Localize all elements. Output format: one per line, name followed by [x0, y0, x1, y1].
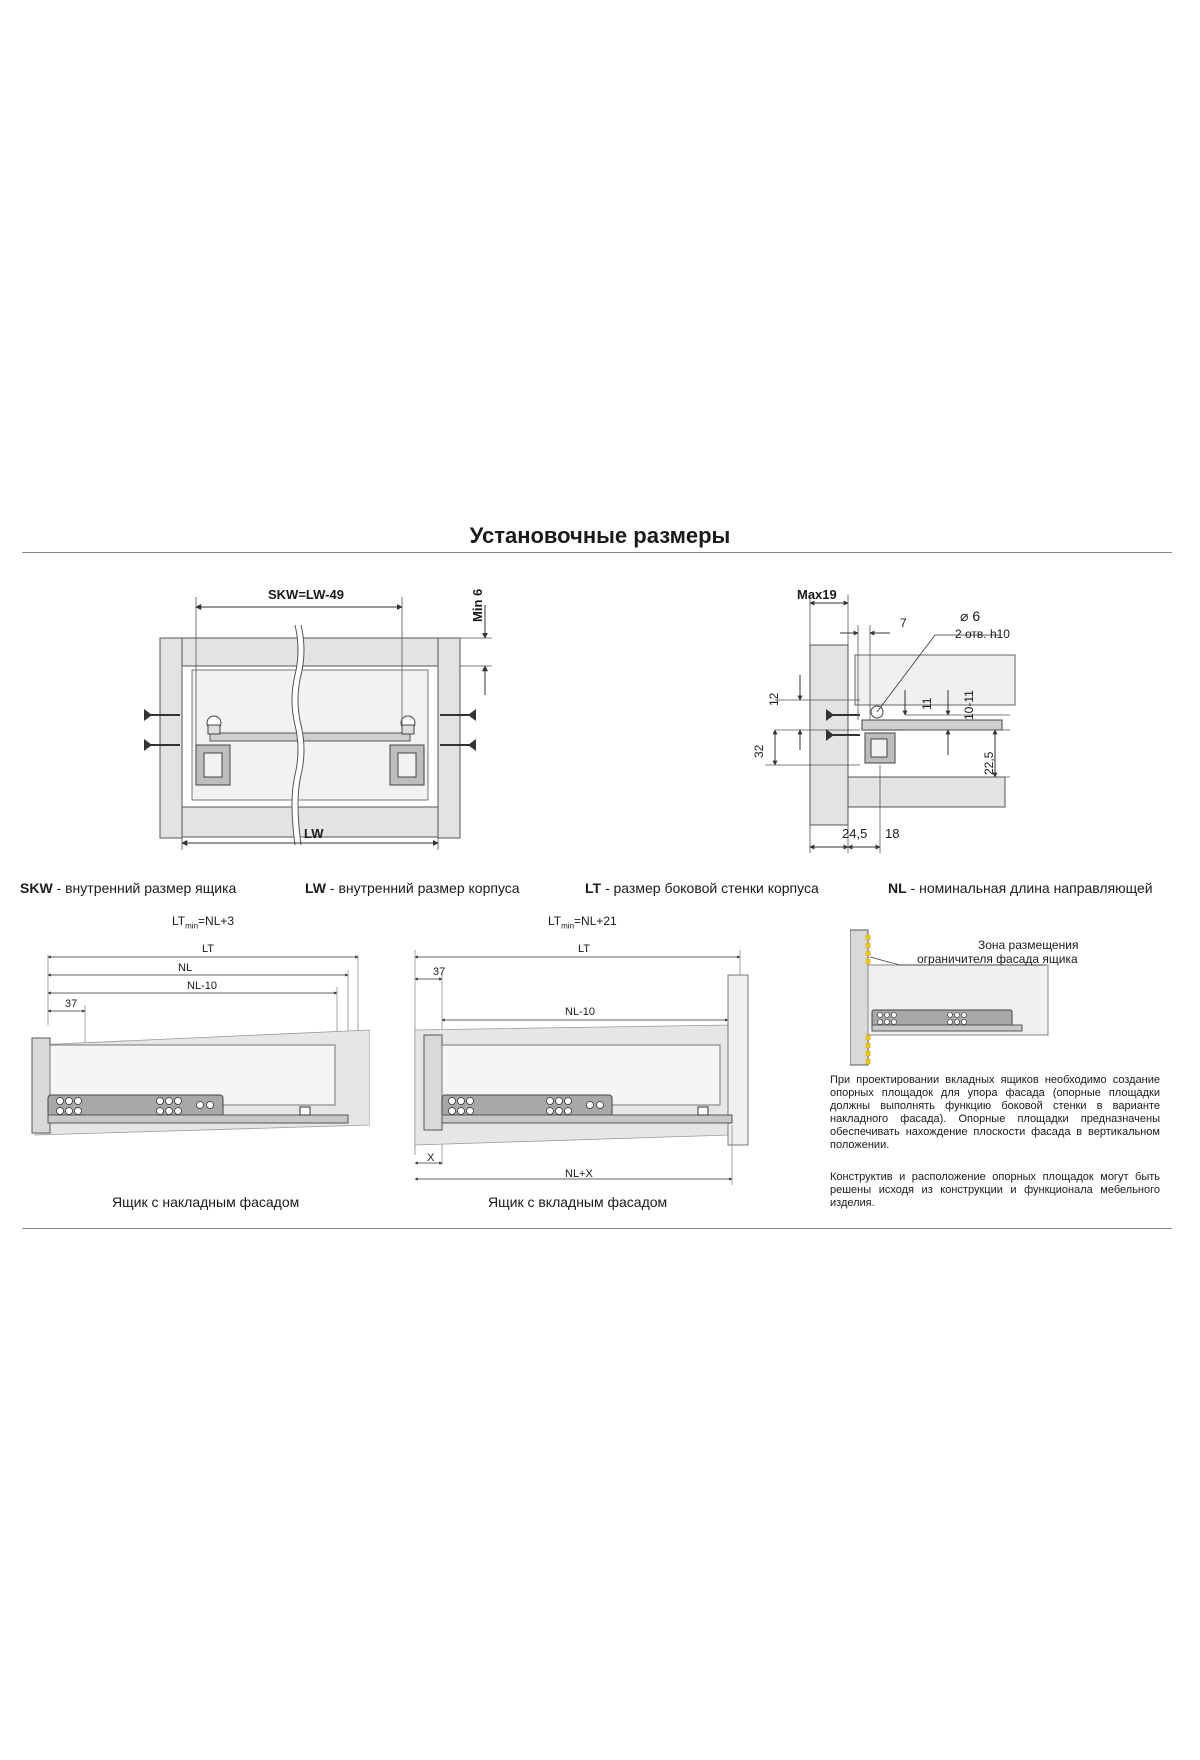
zone-label-1: Зона размещения	[978, 938, 1079, 952]
inset-formula-prefix: LT	[548, 914, 562, 928]
legend-skw	[20, 880, 236, 896]
inset-formula-suffix: =NL+21	[574, 914, 617, 928]
legend-nl	[888, 880, 1153, 896]
legend-lw	[305, 880, 520, 896]
legend-lt	[585, 880, 819, 896]
legend-nl-text: - номинальная длина направляющей	[906, 880, 1153, 896]
overlay-caption: Ящик с накладным фасадом	[112, 1194, 300, 1210]
dim-22-5: 22,5	[982, 751, 996, 775]
overlay-formula-prefix: LT	[172, 914, 186, 928]
inset-37: 37	[433, 966, 446, 978]
dim-24-5: 24,5	[842, 826, 868, 841]
max19-label: Max19	[797, 587, 837, 602]
zone-label-2: ограничителя фасада ящика	[917, 952, 1078, 966]
hole-note: 2 отв. h10	[955, 627, 1010, 641]
inset-formula-sub: min	[561, 921, 575, 931]
legend-lw-text: - внутренний размер корпуса	[326, 880, 520, 896]
cabinet-section-diagram	[140, 585, 500, 855]
dim-10-11: 10-11	[962, 690, 976, 720]
dim-18: 18	[885, 826, 900, 841]
inset-x: X	[427, 1152, 435, 1164]
overlay-drawer-diagram	[30, 935, 370, 1175]
inset-formula	[548, 914, 617, 930]
dim-11: 11	[920, 697, 934, 710]
design-note-2: Конструктив и расположение опорных площадок могут быть решены исходя из конструкции и функционала мебельного изделия.	[830, 1171, 1160, 1209]
legend-lt-text: - размер боковой стенки корпуса	[601, 880, 819, 896]
overlay-nl: NL	[178, 962, 193, 974]
dim-12: 12	[767, 692, 781, 706]
legend-skw-abbr: SKW	[20, 880, 53, 896]
inset-lt: LT	[578, 943, 591, 955]
hole-diameter-value: 6	[972, 608, 981, 624]
legend-skw-text: - внутренний размер ящика	[52, 880, 237, 896]
overlay-nl10: NL-10	[187, 980, 217, 992]
inset-nl10: NL-10	[565, 1006, 595, 1018]
bottom-rule	[22, 1228, 1172, 1229]
inset-drawer-diagram	[410, 935, 750, 1195]
legend-nl-abbr: NL	[888, 880, 907, 896]
skw-formula: SKW=LW-49	[268, 587, 344, 602]
dim-32: 32	[752, 744, 766, 758]
page-title: Установочные размеры	[469, 523, 731, 548]
overlay-lt: LT	[202, 943, 215, 955]
hole-diameter: ⌀ 6	[960, 608, 981, 624]
overlay-formula-sub: min	[185, 921, 199, 931]
mounting-detail-diagram	[760, 585, 1020, 855]
lw-label: LW	[304, 826, 324, 841]
inset-nlx: NL+X	[565, 1168, 593, 1180]
legend-lw-abbr: LW	[305, 880, 326, 896]
overlay-formula-suffix: =NL+3	[198, 914, 235, 928]
dim-7: 7	[900, 616, 907, 630]
legend-lt-abbr: LT	[585, 880, 602, 896]
overlay-formula	[172, 914, 234, 930]
overlay-37: 37	[65, 998, 78, 1010]
title-rule	[22, 552, 1172, 553]
design-note-1: При проектировании вкладных ящиков необходимо создание опорных площадок для упора фасада (опорные площадки должны выполнять функцию боковой стенки в варианте накладного фасада). Опорные площадки предназначены обеспечивать нахождение плоскости фасада в вертикальном положении.	[830, 1074, 1160, 1151]
min-6-label: Min 6	[470, 588, 485, 622]
inset-caption: Ящик с вкладным фасадом	[488, 1194, 668, 1210]
